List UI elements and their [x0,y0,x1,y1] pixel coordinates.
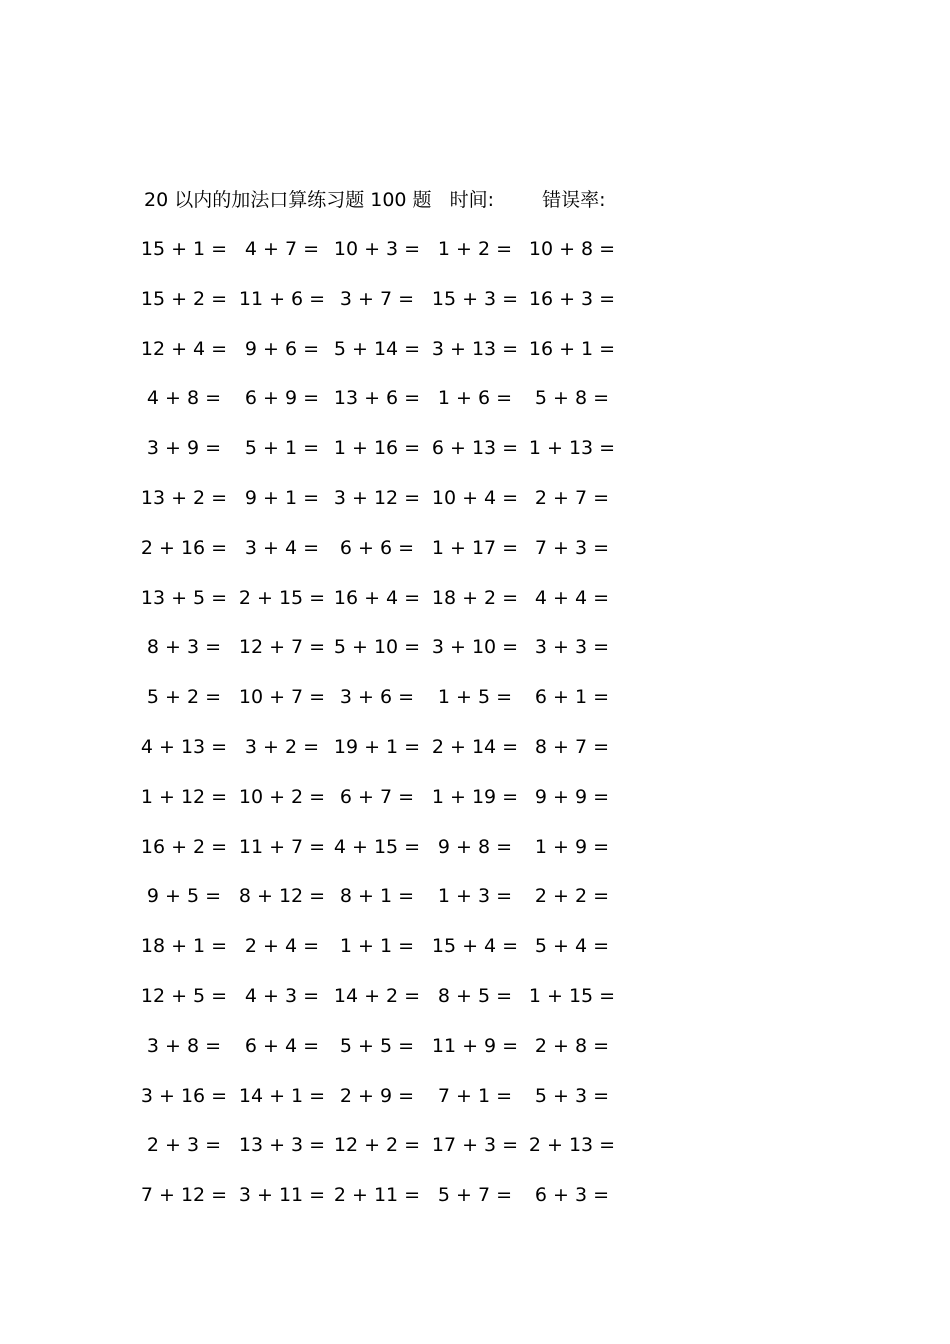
addition-problem-r5-c4: 6 + 13 = [431,437,519,460]
addition-problem-r11-c4: 2 + 14 = [431,736,519,758]
addition-problem-r7-c2: 3 + 4 = [244,536,320,559]
addition-problem-r14-c2: 8 + 12 = [238,885,326,908]
addition-problem-r16-c5: 1 + 15 = [528,985,616,1007]
addition-problem-r12-c3: 6 + 7 = [339,785,415,808]
addition-problem-r2-c3: 3 + 7 = [339,287,415,310]
addition-problem-r13-c2: 11 + 7 = [238,835,326,858]
addition-problem-r11-c1: 4 + 13 = [140,736,228,758]
addition-problem-r15-c5: 5 + 4 = [534,935,610,958]
addition-problem-r18-c3: 2 + 9 = [339,1084,415,1107]
addition-problem-r19-c2: 13 + 3 = [238,1134,326,1157]
addition-problem-r2-c1: 15 + 2 = [140,287,228,310]
addition-problem-r12-c5: 9 + 9 = [534,785,610,808]
addition-problem-r7-c5: 7 + 3 = [534,536,610,559]
addition-problem-r16-c4: 8 + 5 = [437,985,513,1007]
addition-problem-r12-c4: 1 + 19 = [431,785,519,808]
addition-problem-r7-c3: 6 + 6 = [339,536,415,559]
error-rate-label: 错误率: [542,189,606,211]
addition-problem-r10-c2: 10 + 7 = [238,686,326,709]
addition-problem-r17-c4: 11 + 9 = [431,1034,519,1057]
addition-problem-r9-c4: 3 + 10 = [431,636,519,659]
addition-problem-r8-c3: 16 + 4 = [333,586,421,609]
addition-problem-r3-c4: 3 + 13 = [431,337,519,360]
addition-problem-r4-c1: 4 + 8 = [146,387,222,410]
addition-problem-r19-c5: 2 + 13 = [528,1134,616,1157]
addition-problem-r2-c5: 16 + 3 = [528,287,616,310]
addition-problem-r6-c3: 3 + 12 = [333,487,421,509]
addition-problem-r11-c2: 3 + 2 = [244,736,320,758]
addition-problem-r6-c2: 9 + 1 = [244,487,320,509]
addition-problem-r11-c3: 19 + 1 = [333,736,421,758]
addition-problem-r17-c2: 6 + 4 = [244,1034,320,1057]
addition-problem-r9-c1: 8 + 3 = [146,636,222,659]
addition-problem-r3-c1: 12 + 4 = [140,337,228,360]
addition-problem-r7-c1: 2 + 16 = [140,536,228,559]
addition-problem-r16-c2: 4 + 3 = [244,985,320,1007]
addition-problem-r1-c1: 15 + 1 = [140,238,228,260]
time-label: 时间: [449,189,495,211]
addition-problem-r20-c4: 5 + 7 = [437,1184,513,1207]
addition-problem-r5-c2: 5 + 1 = [244,437,320,460]
addition-problem-r15-c4: 15 + 4 = [431,935,519,958]
addition-problem-r19-c4: 17 + 3 = [431,1134,519,1157]
addition-problem-r13-c1: 16 + 2 = [140,835,228,858]
addition-problem-r1-c5: 10 + 8 = [528,238,616,260]
addition-problem-r14-c4: 1 + 3 = [437,885,513,908]
addition-problem-r6-c4: 10 + 4 = [431,487,519,509]
addition-problem-r3-c5: 16 + 1 = [528,337,616,360]
addition-problem-r10-c4: 1 + 5 = [437,686,513,709]
addition-problem-r6-c5: 2 + 7 = [534,487,610,509]
addition-problem-r12-c2: 10 + 2 = [238,785,326,808]
addition-problem-r12-c1: 1 + 12 = [140,785,228,808]
addition-problem-r13-c5: 1 + 9 = [534,835,610,858]
addition-problem-r1-c3: 10 + 3 = [333,238,421,260]
addition-problem-r8-c1: 13 + 5 = [140,586,228,609]
addition-problem-r14-c5: 2 + 2 = [534,885,610,908]
addition-problem-r3-c3: 5 + 14 = [333,337,421,360]
addition-problem-r3-c2: 9 + 6 = [244,337,320,360]
addition-problem-r16-c3: 14 + 2 = [333,985,421,1007]
addition-problem-r8-c2: 2 + 15 = [238,586,326,609]
addition-problem-r2-c4: 15 + 3 = [431,287,519,310]
addition-problem-r18-c5: 5 + 3 = [534,1084,610,1107]
addition-problem-r16-c1: 12 + 5 = [140,985,228,1007]
addition-problem-r13-c3: 4 + 15 = [333,835,421,858]
addition-problem-r9-c2: 12 + 7 = [238,636,326,659]
addition-problem-r7-c4: 1 + 17 = [431,536,519,559]
addition-problem-r20-c1: 7 + 12 = [140,1184,228,1207]
addition-problem-r4-c4: 1 + 6 = [437,387,513,410]
addition-problem-r20-c5: 6 + 3 = [534,1184,610,1207]
addition-problem-r5-c3: 1 + 16 = [333,437,421,460]
addition-problem-r9-c5: 3 + 3 = [534,636,610,659]
addition-problem-r8-c4: 18 + 2 = [431,586,519,609]
addition-problem-r17-c3: 5 + 5 = [339,1034,415,1057]
addition-problem-r18-c2: 14 + 1 = [238,1084,326,1107]
addition-problem-r15-c2: 2 + 4 = [244,935,320,958]
addition-problem-r20-c3: 2 + 11 = [333,1184,421,1207]
addition-problem-r8-c5: 4 + 4 = [534,586,610,609]
worksheet-title: 20 以内的加法口算练习题 100 题 [144,189,432,211]
addition-problem-r2-c2: 11 + 6 = [238,287,326,310]
addition-problem-r4-c3: 13 + 6 = [333,387,421,410]
addition-problem-r5-c5: 1 + 13 = [528,437,616,460]
addition-problem-r1-c4: 1 + 2 = [437,238,513,260]
addition-problem-r13-c4: 9 + 8 = [437,835,513,858]
addition-problem-r4-c2: 6 + 9 = [244,387,320,410]
addition-problem-r17-c5: 2 + 8 = [534,1034,610,1057]
addition-problem-r15-c1: 18 + 1 = [140,935,228,958]
addition-problem-r10-c5: 6 + 1 = [534,686,610,709]
addition-problem-r19-c3: 12 + 2 = [333,1134,421,1157]
addition-problem-r17-c1: 3 + 8 = [146,1034,222,1057]
addition-problem-r15-c3: 1 + 1 = [339,935,415,958]
addition-problem-r6-c1: 13 + 2 = [140,487,228,509]
addition-problem-r20-c2: 3 + 11 = [238,1184,326,1207]
addition-problem-r10-c1: 5 + 2 = [146,686,222,709]
addition-problem-r18-c4: 7 + 1 = [437,1084,513,1107]
addition-problem-r14-c1: 9 + 5 = [146,885,222,908]
addition-problem-r18-c1: 3 + 16 = [140,1084,228,1107]
addition-problem-r9-c3: 5 + 10 = [333,636,421,659]
addition-problem-r11-c5: 8 + 7 = [534,736,610,758]
addition-problem-r14-c3: 8 + 1 = [339,885,415,908]
addition-problem-r1-c2: 4 + 7 = [244,238,320,260]
addition-problem-r10-c3: 3 + 6 = [339,686,415,709]
addition-problem-r19-c1: 2 + 3 = [146,1134,222,1157]
addition-problem-r5-c1: 3 + 9 = [146,437,222,460]
addition-problem-r4-c5: 5 + 8 = [534,387,610,410]
